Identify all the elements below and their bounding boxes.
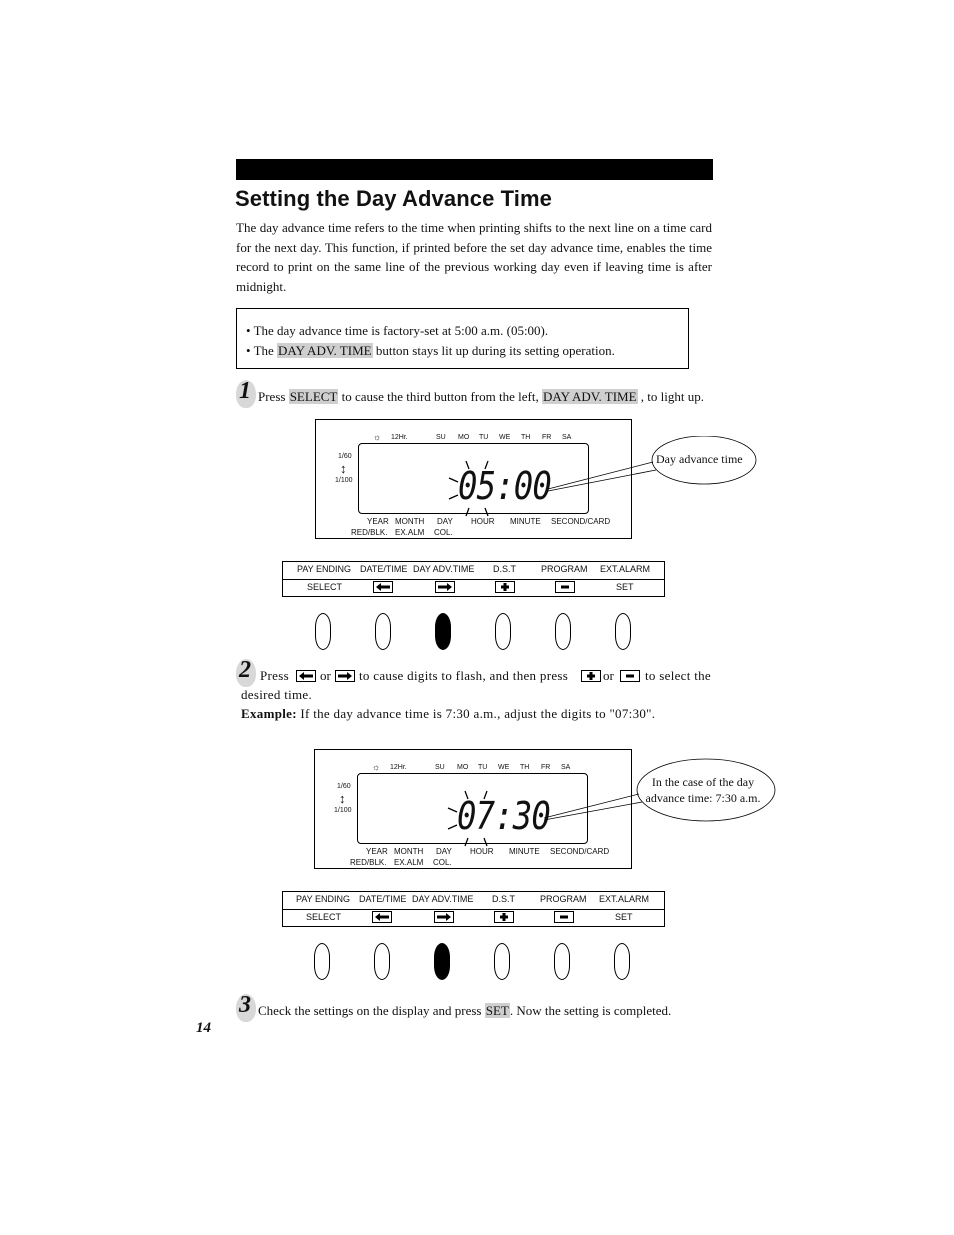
label-pay-ending: PAY ENDING: [296, 894, 351, 904]
button-day-adv-time-lit[interactable]: [434, 943, 450, 980]
step-2-select-text: to select the: [645, 668, 711, 683]
step-2-word-or-2: or: [603, 668, 614, 683]
sun-icon: ☼: [373, 432, 382, 442]
label-program: PROGRAM: [540, 894, 587, 904]
lcd-label-second-card: SECOND/CARD: [550, 847, 610, 856]
step-1-text: Press SELECT to cause the third button from the left, DAY ADV. TIME , to light up.: [258, 389, 704, 404]
lcd-label-month: MONTH: [394, 847, 424, 856]
lcd-day-mo: MO: [458, 434, 470, 441]
lcd-day-fr: FR: [541, 764, 551, 771]
button-dst[interactable]: [494, 943, 510, 980]
page-number: 14: [196, 1020, 211, 1036]
lcd-digits: 05:00: [458, 464, 551, 508]
lcd-label-hour: HOUR: [471, 517, 495, 526]
label-dst: D.S.T: [493, 564, 517, 574]
lcd-label-hour: HOUR: [470, 847, 494, 856]
lcd-day-mo: MO: [457, 764, 469, 771]
lcd-label-ex-alm: EX.ALM: [394, 858, 424, 867]
lcd-day-fr: FR: [542, 434, 552, 441]
label-date-time: DATE/TIME: [360, 564, 408, 574]
lcd-label-day: DAY: [436, 847, 452, 856]
plus-icon: [581, 670, 601, 682]
button-pay-ending[interactable]: [314, 943, 330, 980]
lcd-day-th: TH: [521, 434, 531, 441]
minus-icon: [620, 670, 640, 682]
step-2-example: Example: If the day advance time is 7:30 a.m., adjust the digits to "07:30".: [241, 706, 656, 721]
left-arrow-icon: [296, 670, 316, 682]
lcd-label-col: COL.: [434, 528, 453, 537]
lcd-day-th: TH: [520, 764, 530, 771]
lcd-day-su: SU: [435, 764, 445, 771]
button-program[interactable]: [554, 943, 570, 980]
step-2-word-or-1: or: [320, 668, 331, 683]
minus-icon: [554, 911, 574, 923]
lcd-day-tu: TU: [478, 764, 488, 771]
minus-icon: [555, 581, 575, 593]
lcd-day-sa: SA: [562, 434, 572, 441]
lcd-scale-top: 1/60: [337, 783, 351, 790]
lcd-label-minute: MINUTE: [509, 847, 540, 856]
label-ext-alarm: EXT.ALARM: [600, 564, 651, 574]
lcd-12hr-label: 12Hr.: [391, 434, 408, 441]
note-button-lit: • The DAY ADV. TIME button stays lit up during its setting operation.: [246, 343, 615, 358]
label-select: SELECT: [307, 582, 343, 592]
lcd-scale-bottom: 1/100: [334, 807, 352, 814]
intro-paragraph: The day advance time refers to the time when printing shifts to the next line on a time card for the next day. This function, if printed before the set day advance time, enables the time record to print on the same line of the previous working day even if leaving time is after midnight.: [236, 220, 712, 294]
step-2-line-2: desired time.: [241, 687, 313, 702]
lcd-digits: 07:30: [457, 794, 550, 838]
left-arrow-icon: [372, 911, 392, 923]
label-day-adv-time: DAY ADV.TIME: [413, 564, 475, 574]
lcd-day-we: WE: [498, 764, 510, 771]
callout-text-2: In the case of the day advance time: 7:30 a.m.: [645, 775, 761, 805]
lcd-label-red-blk: RED/BLK.: [351, 528, 388, 537]
button-panel-1: [282, 561, 665, 597]
lcd-12hr-label: 12Hr.: [390, 764, 407, 771]
step-2-flash-text: to cause digits to flash, and then press: [359, 668, 569, 683]
label-date-time: DATE/TIME: [359, 894, 407, 904]
lcd-label-red-blk: RED/BLK.: [350, 858, 387, 867]
lcd-label-year: YEAR: [366, 847, 388, 856]
lcd-day-tu: TU: [479, 434, 489, 441]
right-arrow-icon: [335, 670, 355, 682]
button-dst[interactable]: [495, 613, 511, 650]
header-bar: [236, 159, 713, 180]
label-set: SET: [615, 912, 633, 922]
button-date-time[interactable]: [374, 943, 390, 980]
label-pay-ending: PAY ENDING: [297, 564, 352, 574]
button-program[interactable]: [555, 613, 571, 650]
lcd-day-we: WE: [499, 434, 511, 441]
step-2-number: 2: [239, 657, 251, 683]
button-ext-alarm[interactable]: [614, 943, 630, 980]
label-select: SELECT: [306, 912, 342, 922]
lcd-label-minute: MINUTE: [510, 517, 541, 526]
lcd-label-month: MONTH: [395, 517, 425, 526]
lcd-label-day: DAY: [437, 517, 453, 526]
lcd-label-ex-alm: EX.ALM: [395, 528, 425, 537]
lcd-scale-top: 1/60: [338, 453, 352, 460]
note-factory-setting: • The day advance time is factory-set at 5:00 a.m. (05:00).: [246, 323, 549, 338]
page-title: Setting the Day Advance Time: [235, 186, 552, 211]
plus-icon: [495, 581, 515, 593]
plus-icon: [494, 911, 514, 923]
button-panel-2: [282, 891, 665, 927]
label-day-adv-time: DAY ADV.TIME: [412, 894, 474, 904]
callout-text-1: Day advance time: [656, 452, 743, 466]
lcd-label-second-card: SECOND/CARD: [551, 517, 611, 526]
button-pay-ending[interactable]: [315, 613, 331, 650]
step-3-number: 3: [239, 992, 251, 1018]
step-3-text: Check the settings on the display and press SET. Now the setting is completed.: [258, 1003, 672, 1018]
step-2-word-press: Press: [260, 668, 289, 683]
lcd-label-year: YEAR: [367, 517, 389, 526]
lcd-day-sa: SA: [561, 764, 571, 771]
right-arrow-icon: [434, 911, 454, 923]
label-program: PROGRAM: [541, 564, 588, 574]
label-set: SET: [616, 582, 634, 592]
updown-arrow-icon: ↕: [339, 791, 346, 806]
button-date-time[interactable]: [375, 613, 391, 650]
lcd-label-col: COL.: [433, 858, 452, 867]
step-1-number: 1: [239, 378, 251, 404]
label-ext-alarm: EXT.ALARM: [599, 894, 650, 904]
sun-icon: ☼: [372, 762, 381, 772]
button-ext-alarm[interactable]: [615, 613, 631, 650]
label-dst: D.S.T: [492, 894, 516, 904]
right-arrow-icon: [435, 581, 455, 593]
lcd-scale-bottom: 1/100: [335, 477, 353, 484]
button-day-adv-time-lit[interactable]: [435, 613, 451, 650]
left-arrow-icon: [373, 581, 393, 593]
updown-arrow-icon: ↕: [340, 461, 347, 476]
lcd-day-su: SU: [436, 434, 446, 441]
